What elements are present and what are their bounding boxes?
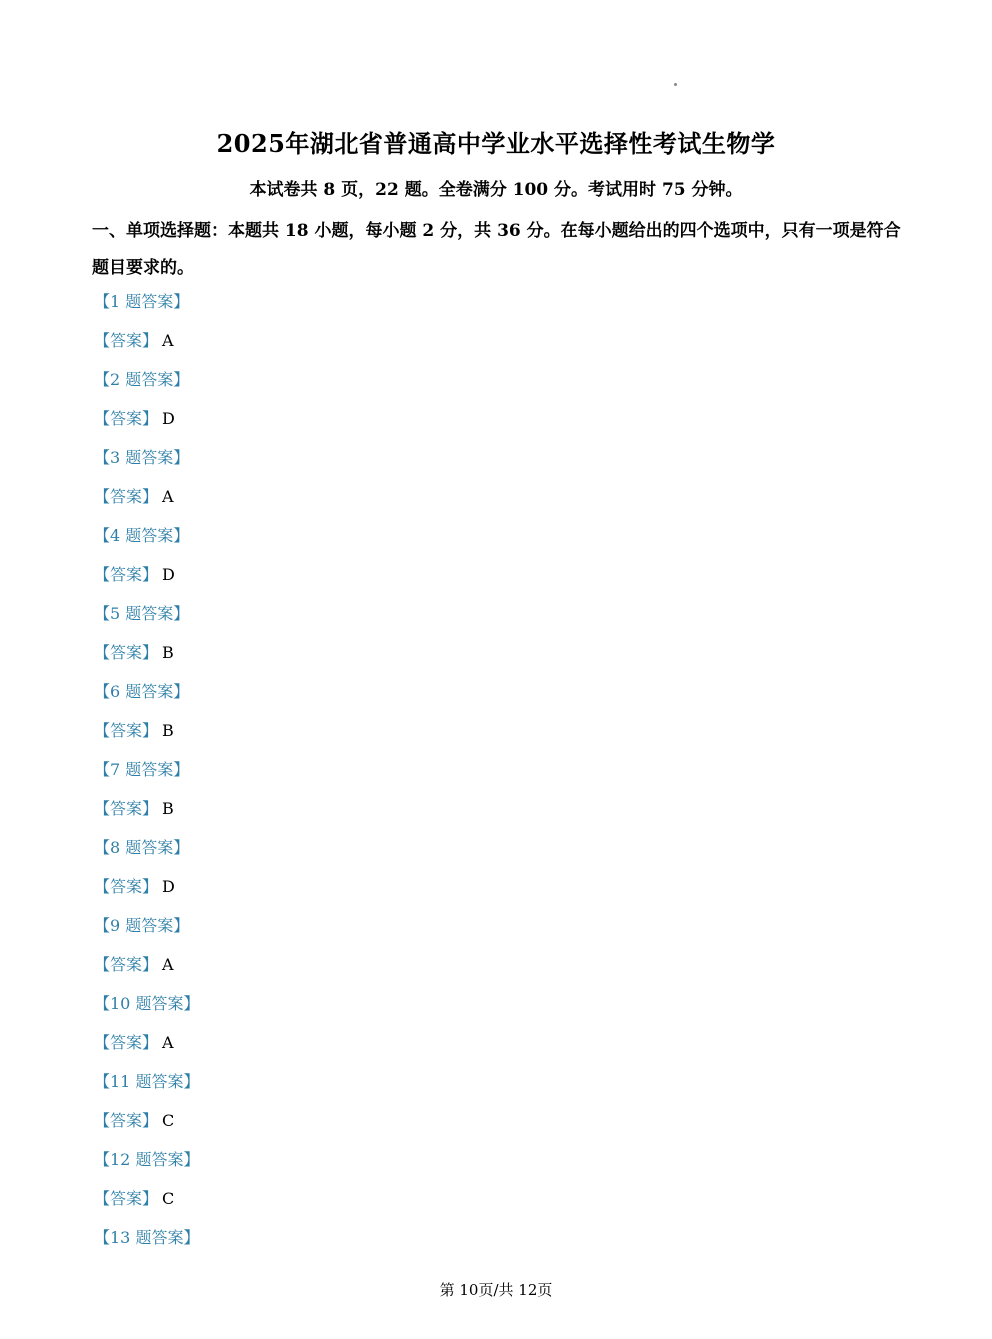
answer-label: 【答案】 <box>94 1189 159 1208</box>
answer-line <box>94 875 794 914</box>
answer-line <box>94 1031 794 1070</box>
answer-line <box>94 719 794 758</box>
question-heading <box>94 680 794 719</box>
question-label: 【8 题答案】 <box>94 838 190 857</box>
section-heading: 一、单项选择题：本题共 18 小题，每小题 2 分，共 36 分。在每小题给出的四个选项中，只有一项是符合题目要求的。 <box>92 221 901 278</box>
question-heading <box>94 524 794 563</box>
answer-value: A <box>162 331 174 350</box>
answer-label: 【答案】 <box>94 643 159 662</box>
question-heading <box>94 758 794 797</box>
answer-line <box>94 1109 794 1148</box>
answer-value: D <box>162 565 175 584</box>
answer-line <box>94 329 794 368</box>
question-heading <box>94 446 794 485</box>
question-heading <box>94 914 794 953</box>
answer-value: B <box>162 721 174 740</box>
answer-line <box>94 485 794 524</box>
answer-label: 【答案】 <box>94 487 159 506</box>
question-label: 【7 题答案】 <box>94 760 190 779</box>
question-label: 【1 题答案】 <box>94 292 190 311</box>
answer-value: A <box>162 1033 174 1052</box>
question-label: 【4 题答案】 <box>94 526 190 545</box>
question-label: 【10 题答案】 <box>94 994 200 1013</box>
answer-value: D <box>162 409 175 428</box>
answer-line <box>94 641 794 680</box>
question-heading <box>94 992 794 1031</box>
question-heading <box>94 1226 794 1265</box>
question-heading <box>94 290 794 329</box>
page-title: 2025年湖北省普通高中学业水平选择性考试生物学 <box>216 129 776 158</box>
question-label: 【12 题答案】 <box>94 1150 200 1169</box>
stray-dot <box>674 83 677 86</box>
answer-value: C <box>162 1189 175 1208</box>
question-label: 【13 题答案】 <box>94 1228 200 1247</box>
question-label: 【6 题答案】 <box>94 682 190 701</box>
question-label: 【2 题答案】 <box>94 370 190 389</box>
answer-value: A <box>162 955 174 974</box>
question-label: 【5 题答案】 <box>94 604 190 623</box>
answer-label: 【答案】 <box>94 1111 159 1130</box>
question-heading <box>94 836 794 875</box>
question-label: 【9 题答案】 <box>94 916 190 935</box>
answer-label: 【答案】 <box>94 409 159 428</box>
answer-line <box>94 563 794 602</box>
question-label: 【11 题答案】 <box>94 1072 200 1091</box>
answer-value: B <box>162 799 174 818</box>
answer-label: 【答案】 <box>94 877 159 896</box>
question-heading <box>94 1148 794 1187</box>
question-heading <box>94 368 794 407</box>
question-heading <box>94 602 794 641</box>
answer-line <box>94 797 794 836</box>
answer-label: 【答案】 <box>94 955 159 974</box>
answer-line <box>94 953 794 992</box>
answer-list <box>94 290 794 1265</box>
answer-value: C <box>162 1111 175 1130</box>
answer-line <box>94 1187 794 1226</box>
question-label: 【3 题答案】 <box>94 448 190 467</box>
page-footer: 第 10页/共 12页 <box>439 1281 553 1299</box>
answer-label: 【答案】 <box>94 565 159 584</box>
exam-info: 本试卷共 8 页，22 题。全卷满分 100 分。考试用时 75 分钟。 <box>249 180 743 200</box>
question-heading <box>94 1070 794 1109</box>
answer-label: 【答案】 <box>94 1033 159 1052</box>
answer-label: 【答案】 <box>94 799 159 818</box>
answer-label: 【答案】 <box>94 721 159 740</box>
answer-value: D <box>162 877 175 896</box>
answer-value: B <box>162 643 174 662</box>
answer-value: A <box>162 487 174 506</box>
answer-line <box>94 407 794 446</box>
answer-label: 【答案】 <box>94 331 159 350</box>
